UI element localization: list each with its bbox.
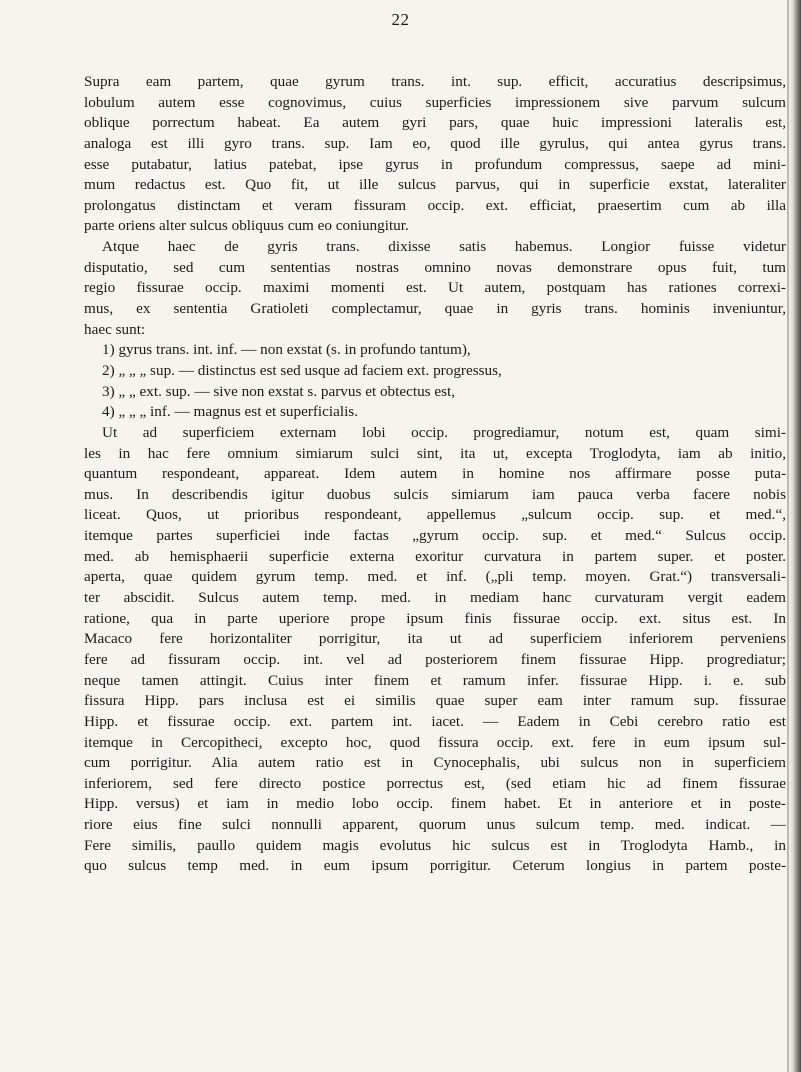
text-line: inferiorem, sed fere directo postice porrectus est, (sed etiam hic ad finem fissurae [84,774,786,792]
text-line: haec sunt: [84,320,146,338]
book-spine-shadow [789,0,801,1072]
text-line: quantum respondeant, appareat. Idem autem in homine nos affirmare posse puta- [84,465,786,483]
text-line: prolongatus distinctam et veram fissuram occip. ext. efficiat, praesertim cum ab illa [84,196,786,214]
text-line: ratione, qua in parte uperiore prope ipsum finis fissurae occip. ext. situs est. In [84,609,786,627]
text-line: itemque partes superficiei inde factas „gyrum occip. sup. et med.“ Sulcus occip. [84,527,786,545]
text-line: esse putabatur, latius patebat, ipse gyrus in profundum compressus, saepe ad mini- [84,155,786,173]
body-text [84,72,786,877]
text-line: quo sulcus temp med. in eum ipsum porrigitur. Ceterum longius in partem poste- [84,857,786,875]
text-line: Hipp. versus) et iam in medio lobo occip. finem habet. Et in anteriore et in poste- [84,795,786,813]
text-line: mus, ex sententia Gratioleti complectamur, quae in gyris trans. hominis inveniuntur, [84,300,786,318]
text-line: riore eius fine sulci nonnulli apparent, quorum unus sulcum temp. med. indicat. — [84,816,786,834]
list-item: 4) „ „ „ inf. — magnus est et superficialis. [102,403,358,421]
text-line: analoga est illi gyro trans. sup. Iam eo, quod ille gyrulus, qui antea gyrus trans. [84,134,786,152]
text-line: fere ad fissuram occip. int. vel ad posteriorem finem fissurae Hipp. progrediatur; [84,650,786,668]
text-line: Ut ad superficiem externam lobi occip. progrediamur, notum est, quam simi- [102,423,786,441]
text-line: neque tamen attingit. Cuius inter finem et ramum infer. fissurae Hipp. i. e. sub [84,671,786,689]
list-item: 2) „ „ „ sup. — distinctus est sed usque ad faciem ext. progressus, [102,361,502,379]
page-number: 22 [391,10,410,29]
text-line: ter abscidit. Sulcus autem temp. med. in mediam hanc curvaturam vergit eadem [84,589,786,607]
text-line: Supra eam partem, quae gyrum trans. int. sup. efficit, accuratius descripsimus, [84,73,786,90]
text-line: Hipp. et fissurae occip. ext. partem int. iacet. — Eadem in Cebi cerebro ratio est [84,712,786,730]
text-line: regio fissurae occip. maximi momenti est. Ut autem, postquam has rationes correxi- [84,279,786,297]
list-item: 1) gyrus trans. int. inf. — non exstat (s. in profundo tantum), [102,341,471,359]
text-line: cum porrigitur. Alia autem ratio est in Cynocephalis, ubi sulcus non in superficiem [84,754,786,772]
text-line: Fere similis, paullo quidem magis evolutus hic sulcus est in Troglodyta Hamb., in [84,836,786,854]
text-line: med. ab hemisphaerii superficie externa exoritur curvatura in partem super. et poster. [84,547,786,565]
text-line: lobulum autem esse cognovimus, cuius superficies impressionem sive parvum sulcum [84,93,786,111]
text-line: Atque haec de gyris trans. dixisse satis habemus. Longior fuisse videtur [102,238,786,256]
text-line: les in hac fere omnium simiarum sulci sint, ita ut, excepta Troglodyta, iam ab initio, [84,444,786,462]
text-line: fissura Hipp. pars inclusa est ei similis quae super eam inter ramum sup. fissurae [84,692,786,710]
text-line: oblique porrectum habeat. Ea autem gyri pars, quae huic impressioni lateralis est, [84,114,786,132]
text-line: Macaco fere horizontaliter porrigitur, ita ut ad superficiem inferiorem perveniens [84,630,786,648]
text-line: liceat. Quos, ut prioribus respondeant, appellemus „sulcum occip. sup. et med.“, [84,506,786,524]
text-line: disputatio, sed cum sententias nostras omnino novas demonstrare opus fuit, tum [84,258,786,276]
text-line: mus. In describendis igitur duobus sulcis simiarum iam pauca verba facere nobis [84,485,786,503]
text-line: mum redactus est. Quo fit, ut ille sulcus parvus, qui in superficie exstat, lateraliter [84,176,786,194]
text-line: itemque in Cercopitheci, excepto hoc, quod fissura occip. ext. fere in eum ipsum sul- [84,733,786,751]
list-item: 3) „ „ ext. sup. — sive non exstat s. parvus et obtectus est, [102,382,456,400]
text-line: parte oriens alter sulcus obliquus cum eo coniungitur. [84,217,409,235]
text-line: aperta, quae quidem gyrum temp. med. et inf. („pli temp. moyen. Grat.“) transversali- [84,568,786,586]
